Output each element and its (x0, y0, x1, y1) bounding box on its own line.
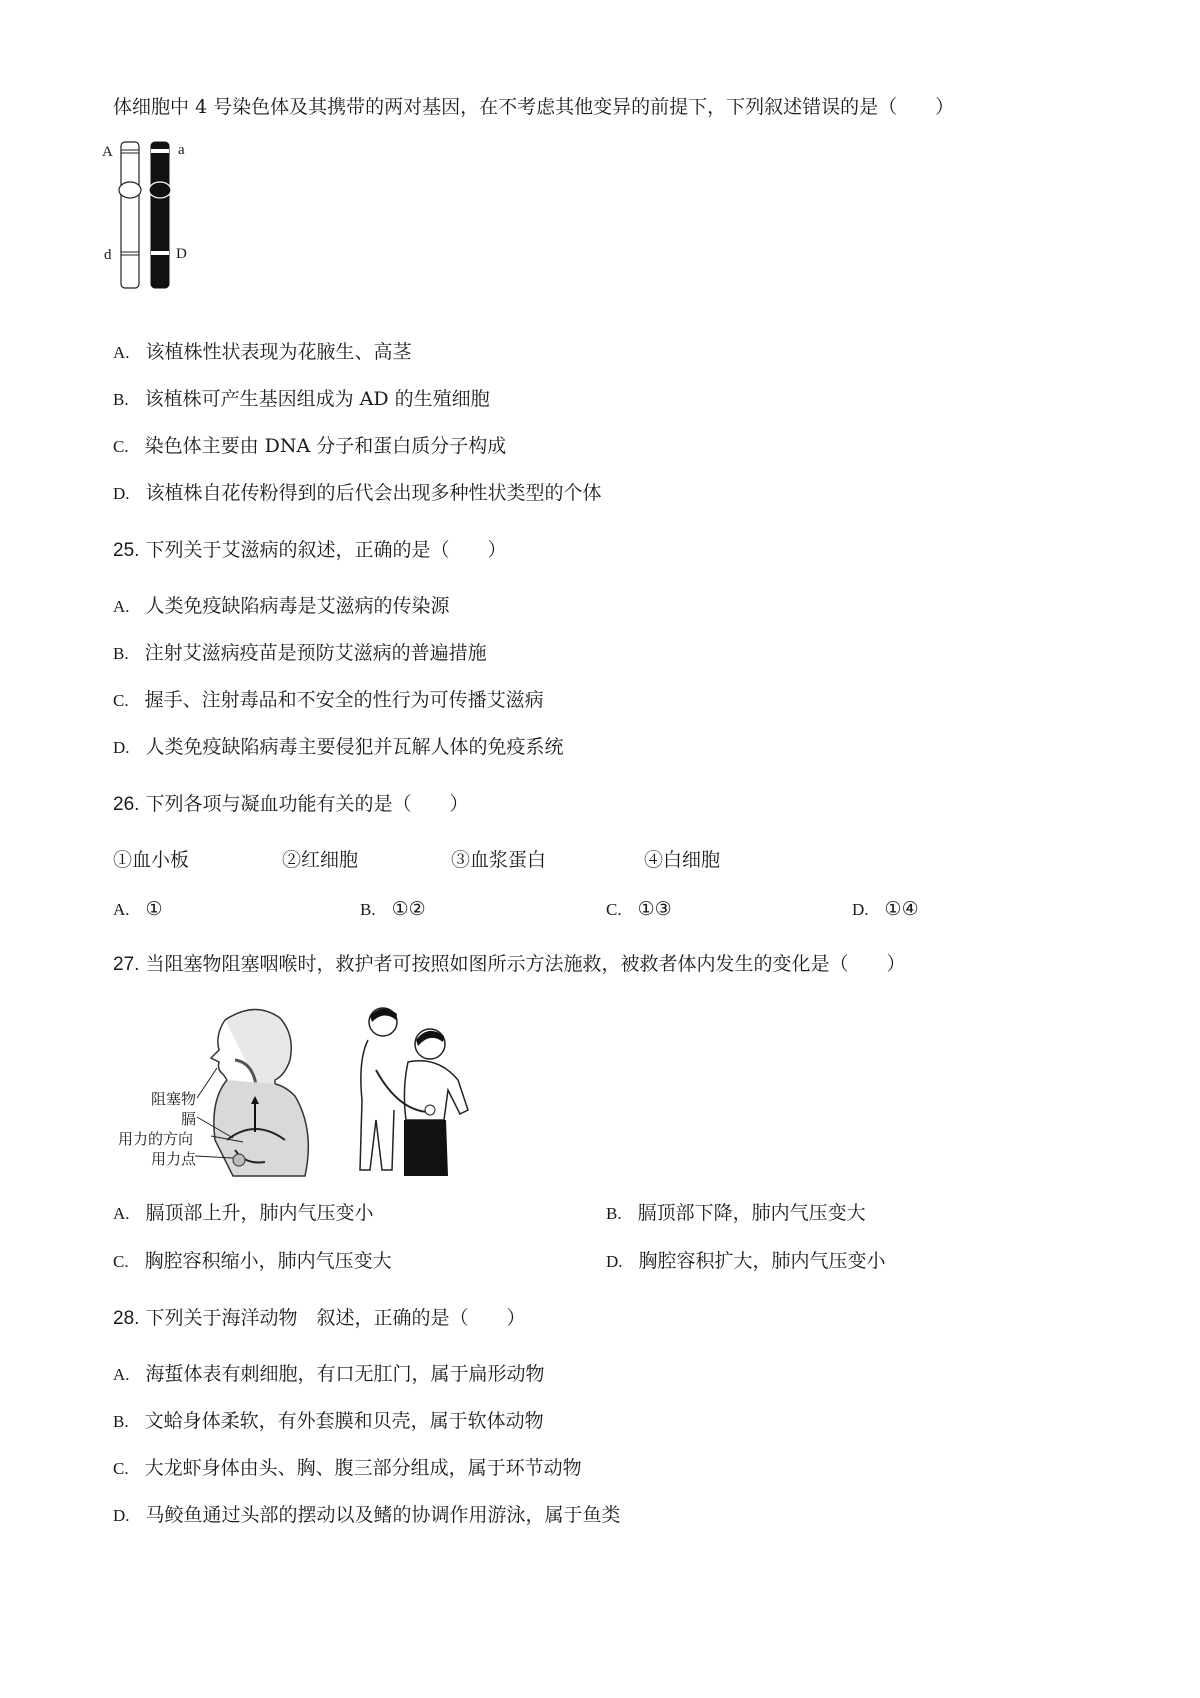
heimlich-rescue-illustration (348, 1000, 488, 1180)
q24-option-c: C. 染色体主要由 DNA 分子和蛋白质分子构成 (113, 435, 507, 457)
q28-option-b: B. 文蛤身体柔软，有外套膜和贝壳，属于软体动物 (113, 1410, 544, 1432)
q28-option-a: A. 海蜇体表有刺细胞，有口无肛门，属于扁形动物 (113, 1363, 545, 1385)
question-number: 25. (113, 540, 140, 561)
q27-option-d: D. 胸腔容积扩大，肺内气压变小 (606, 1250, 886, 1272)
question-number: 26. (113, 794, 140, 815)
q25-option-b: B. 注射艾滋病疫苗是预防艾滋病的普遍措施 (113, 642, 487, 664)
gene-label-A: A (102, 144, 113, 160)
q24-option-d: D. 该植株自花传粉得到的后代会出现多种性状类型的个体 (113, 482, 602, 504)
q25-option-a: A. 人类免疫缺陷病毒是艾滋病的传染源 (113, 595, 450, 617)
label-diaphragm: 膈 (181, 1110, 197, 1128)
chromosome-diagram (100, 140, 220, 300)
q27-option-c: C. 胸腔容积缩小，肺内气压变大 (113, 1250, 392, 1272)
q26-item-3: ③血浆蛋白 (451, 849, 547, 871)
q25-option-d: D. 人类免疫缺陷病毒主要侵犯并瓦解人体的免疫系统 (113, 736, 564, 758)
q26-item-1: ①血小板 (113, 849, 190, 871)
anatomy-figure (115, 1000, 325, 1180)
gene-label-a: a (178, 142, 185, 158)
q28-stem: 28. 下列关于海洋动物 叙述，正确的是（ ） (113, 1307, 526, 1329)
q27-option-a: A. 膈顶部上升，肺内气压变小 (113, 1202, 374, 1224)
throat-anatomy-illustration (115, 1000, 325, 1180)
label-force-point: 用力点 (151, 1150, 197, 1168)
q24-stem: 体细胞中 4 号染色体及其携带的两对基因，在不考虑其他变异的前提下，下列叙述错误的是（ ） (113, 96, 955, 118)
q26-option-d: D. ①④ (852, 898, 919, 920)
q25-stem: 25. 下列关于艾滋病的叙述，正确的是（ ） (113, 539, 507, 561)
q26-option-b: B. ①② (360, 898, 426, 920)
gene-label-D: D (176, 246, 187, 262)
q24-option-b: B. 该植株可产生基因组成为 AD 的生殖细胞 (113, 388, 490, 410)
label-force-direction: 用力的方向 (118, 1130, 194, 1148)
q26-item-4: ④白细胞 (644, 849, 721, 871)
rescue-figure (348, 1000, 488, 1180)
q28-option-d: D. 马鲛鱼通过头部的摆动以及鳍的协调作用游泳，属于鱼类 (113, 1504, 621, 1526)
question-number: 27. (113, 954, 140, 975)
q27-stem: 27. 当阻塞物阻塞咽喉时，救护者可按照如图所示方法施救，被救者体内发生的变化是（ ） (113, 953, 906, 975)
q26-stem: 26. 下列各项与凝血功能有关的是（ ） (113, 793, 469, 815)
q24-option-a: A. 该植株性状表现为花腋生、高茎 (113, 341, 412, 363)
q27-option-b: B. 膈顶部下降，肺内气压变大 (606, 1202, 866, 1224)
q26-option-c: C. ①③ (606, 898, 672, 920)
q25-option-c: C. 握手、注射毒品和不安全的性行为可传播艾滋病 (113, 689, 544, 711)
label-obstruction: 阻塞物 (151, 1090, 197, 1108)
q26-option-a: A. ① (113, 898, 163, 920)
q28-option-c: C. 大龙虾身体由头、胸、腹三部分组成，属于环节动物 (113, 1457, 582, 1479)
gene-label-d: d (104, 247, 112, 263)
chromosome-figure (100, 140, 220, 300)
q26-item-2: ②红细胞 (282, 849, 359, 871)
question-number: 28. (113, 1308, 140, 1329)
